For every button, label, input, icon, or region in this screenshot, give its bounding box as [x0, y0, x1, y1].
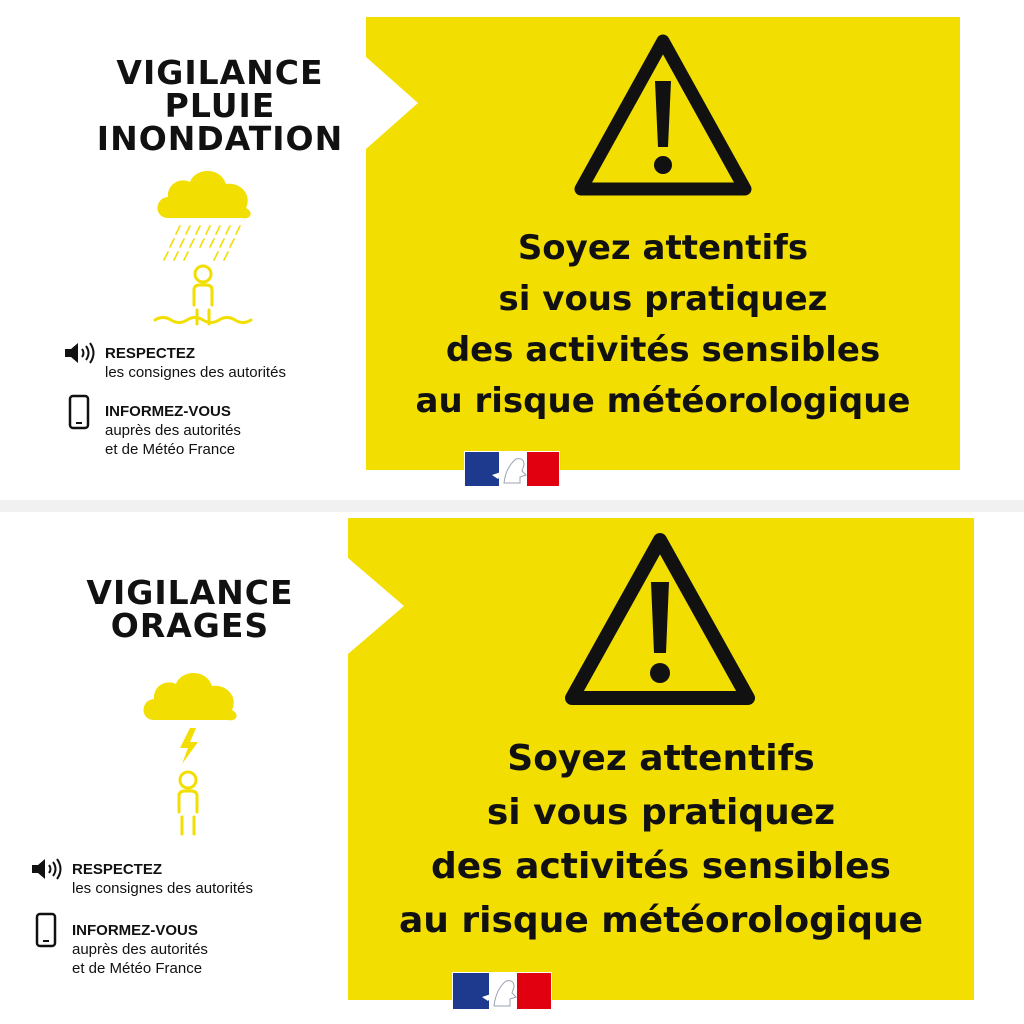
republique-francaise-logo [452, 972, 552, 1010]
smartphone-icon [35, 912, 57, 948]
message-line: au risque météorologique [398, 900, 924, 941]
card-title [80, 53, 360, 158]
speaker-icon [30, 858, 64, 880]
instruction-heading: INFORMEZ-VOUS [72, 922, 198, 939]
title-line: VIGILANCE [86, 573, 294, 612]
instruction-line: et de Météo France [72, 960, 203, 977]
title-line: INONDATION [96, 119, 344, 158]
thunderstorm-person-icon [136, 662, 246, 842]
message-line: Soyez attentifs [507, 738, 815, 779]
message-line: si vous pratiquez [486, 792, 836, 833]
vigilance-orages-card [0, 512, 1024, 1024]
warning-box [366, 17, 960, 470]
warning-triangle-icon [573, 29, 753, 199]
message-line: des activités sensibles [445, 330, 881, 370]
instruction-heading: INFORMEZ-VOUS [105, 403, 231, 420]
card-title [60, 573, 320, 645]
smartphone-icon [68, 394, 90, 430]
warning-box [348, 518, 974, 1000]
message-line: au risque météorologique [415, 381, 911, 421]
instruction-line: et de Météo France [105, 441, 236, 458]
speaker-icon [63, 342, 97, 364]
message-line: si vous pratiquez [498, 279, 828, 319]
warning-message [386, 223, 940, 427]
message-line: des activités sensibles [431, 846, 891, 887]
instruction-line: les consignes des autorités [105, 364, 286, 381]
warning-message [368, 732, 954, 948]
title-line: VIGILANCE [116, 53, 324, 92]
instruction-line: auprès des autorités [105, 422, 241, 439]
message-line: Soyez attentifs [517, 228, 809, 268]
instruction-line: les consignes des autorités [72, 880, 253, 897]
republique-francaise-logo [464, 451, 560, 487]
rain-flood-person-icon [150, 160, 260, 335]
instruction-heading: RESPECTEZ [72, 861, 163, 878]
instruction-heading: RESPECTEZ [105, 345, 196, 362]
vigilance-pluie-inondation-card [0, 0, 1024, 500]
panel-separator [0, 500, 1024, 512]
instruction-line: auprès des autorités [72, 941, 208, 958]
warning-triangle-icon [564, 528, 756, 708]
title-line: ORAGES [110, 606, 270, 645]
title-line: PLUIE [164, 86, 276, 125]
